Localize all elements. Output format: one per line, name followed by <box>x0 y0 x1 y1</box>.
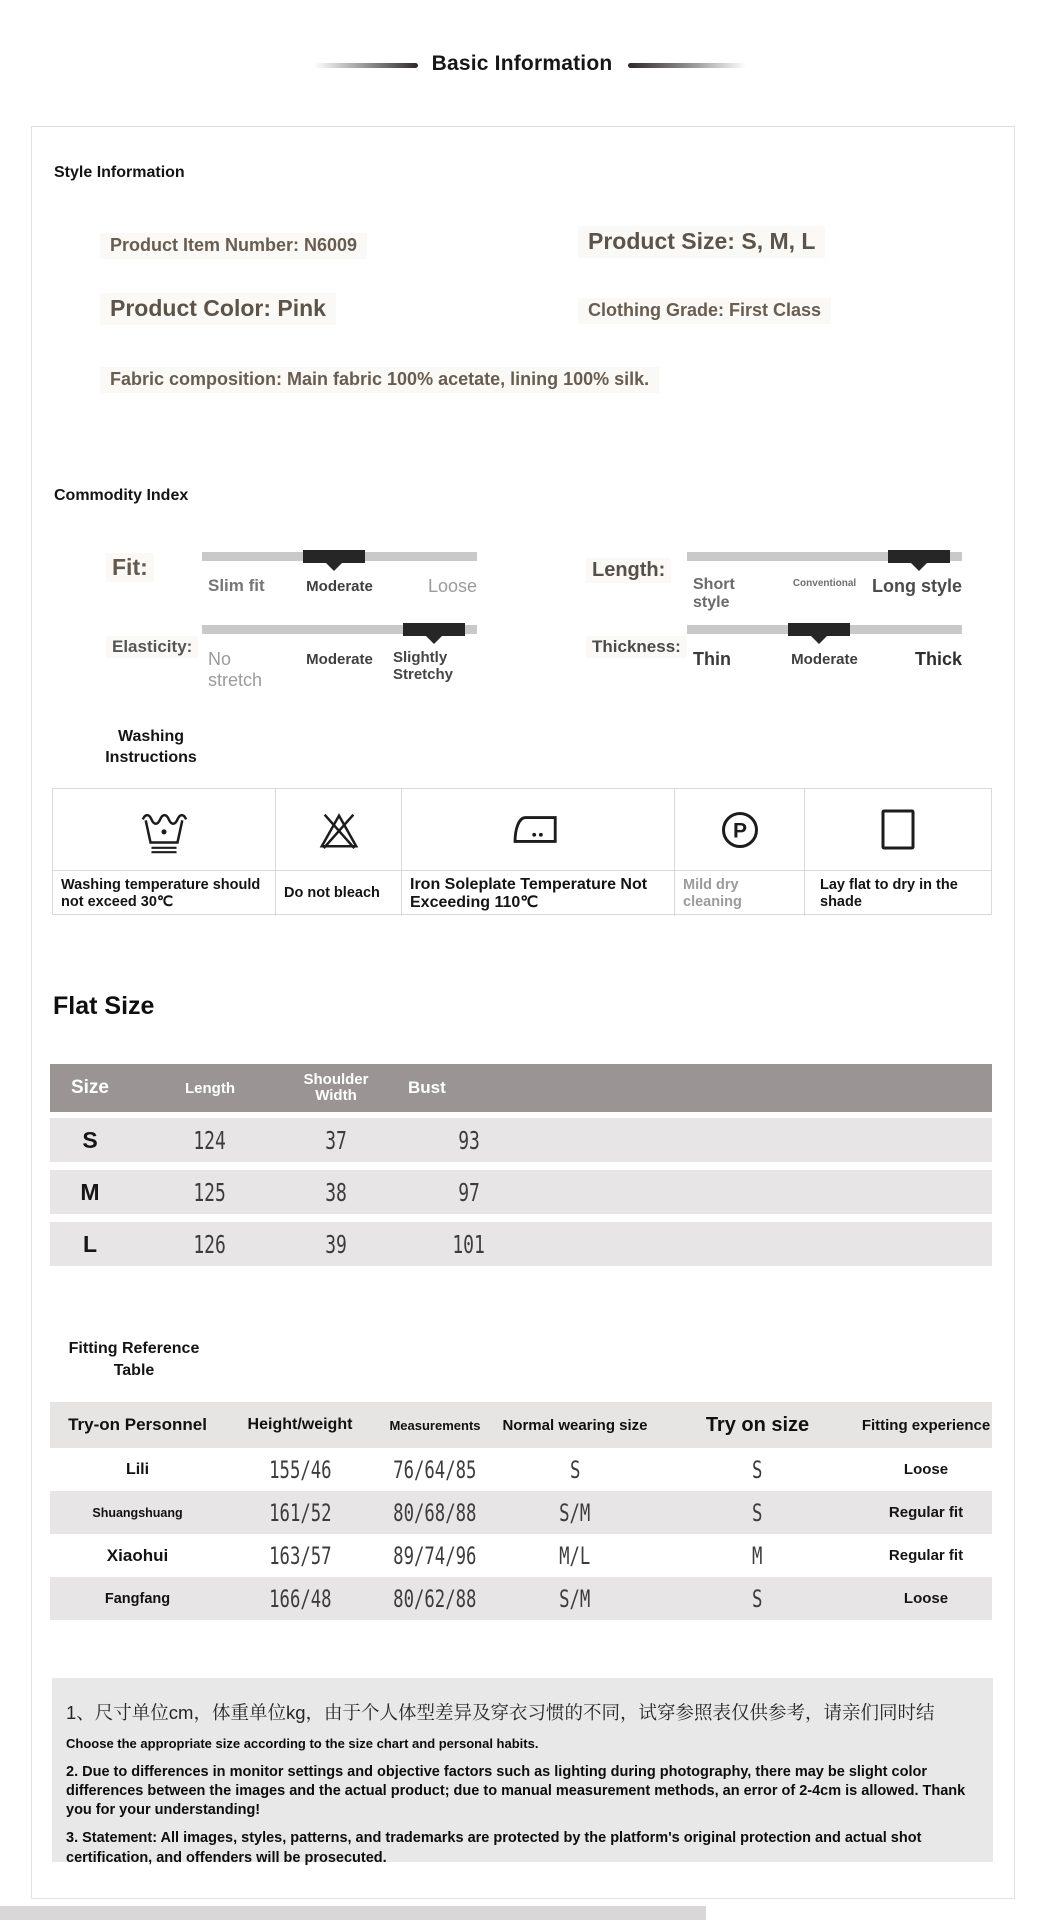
flat-col-size: Size <box>70 1077 110 1098</box>
flat-size-table-header <box>50 1064 992 1112</box>
length-slider-label: Length: <box>586 558 671 583</box>
thickness-option-moderate: Moderate <box>791 651 858 668</box>
product-size: Product Size: S, M, L <box>578 226 825 258</box>
elasticity-option-moderate: Moderate <box>306 651 373 668</box>
bottom-divider-strip <box>0 1906 706 1920</box>
fit-col-measurements: Measurements <box>389 1417 481 1433</box>
fitting-reference-heading: Fitting Reference Table <box>68 1340 200 1380</box>
style-information-heading: Style Information <box>54 164 185 181</box>
fit-option-moderate: Moderate <box>306 578 373 595</box>
elasticity-slider-track <box>202 625 477 634</box>
length-option-conventional: Conventional <box>792 578 857 589</box>
flat-col-length: Length <box>185 1079 235 1097</box>
thickness-slider-indicator <box>788 623 850 636</box>
flat-col-shoulder: Shoulder Width <box>303 1070 369 1104</box>
elasticity-slider-label: Elasticity: <box>106 636 198 658</box>
title-right-line-decoration <box>628 63 746 68</box>
do-not-bleach-icon <box>276 789 402 871</box>
fit-col-height-weight: Height/weight <box>247 1416 353 1433</box>
elasticity-option-slight: Slightly Stretchy <box>393 649 454 684</box>
fit-slider-label: Fit: <box>106 553 154 582</box>
fit-col-personnel: Try-on Personnel <box>68 1415 207 1434</box>
fitting-table-header <box>50 1402 992 1448</box>
table-row: Lili 155/46 76/64/85 S S Loose <box>50 1448 992 1491</box>
length-option-long: Long style <box>871 576 962 596</box>
note-statement: 3. Statement: All images, styles, patterns, and trademarks are protected by the platform's original protection and actual shot certification, and offenders will be prosecuted. <box>66 1830 922 1866</box>
table-row: Shuangshuang 161/52 80/68/88 S/M S Regular fit <box>50 1491 992 1534</box>
table-row: Fangfang 166/48 80/62/88 S/M S Loose <box>50 1577 992 1620</box>
dry-flat-shade-icon <box>805 789 991 871</box>
elasticity-option-none: No stretch <box>208 649 263 690</box>
thickness-option-thin: Thin <box>693 649 731 669</box>
washing-instructions-table <box>52 788 992 915</box>
elasticity-slider-indicator <box>403 623 465 636</box>
fit-option-slim: Slim fit <box>208 576 265 595</box>
thickness-slider-label: Thickness: <box>586 636 687 658</box>
flat-size-heading: Flat Size <box>53 992 155 1020</box>
length-slider-track <box>687 552 962 561</box>
elasticity-slider <box>100 618 490 690</box>
fabric-composition: Fabric composition: Main fabric 100% acetate, lining 100% silk. <box>100 367 659 393</box>
fit-option-loose: Loose <box>427 576 477 596</box>
notes-box <box>52 1678 993 1866</box>
thickness-slider <box>580 618 970 684</box>
mild-dry-clean-label: Mild dry cleaning <box>675 871 805 916</box>
fit-slider <box>100 545 490 611</box>
table-row: Xiaohui 163/57 89/74/96 M/L M Regular fit <box>50 1534 992 1577</box>
note-color-difference: 2. Due to differences in monitor settings and objective factors such as lighting during photography, there may be slight color differences between the images and the actual product; due to manual measurement methods, an error of 2-4cm is allowed. Thank you for your understanding! <box>66 1764 966 1819</box>
length-slider <box>580 545 970 611</box>
table-row: M 125 38 97 <box>50 1170 992 1214</box>
commodity-index-heading: Commodity Index <box>54 487 189 504</box>
page-title: Basic Information <box>431 52 613 75</box>
wash-30-icon <box>53 789 276 871</box>
iron-max-110-label: Iron Soleplate Temperature Not Exceeding 110℃ <box>402 871 675 916</box>
fit-col-normal-size: Normal wearing size <box>502 1416 648 1434</box>
length-option-short: Short style <box>693 576 735 612</box>
flat-col-bust: Bust <box>408 1078 446 1097</box>
product-color: Product Color: Pink <box>100 293 336 325</box>
fit-slider-indicator <box>303 550 365 563</box>
table-row: L 126 39 101 <box>50 1222 992 1266</box>
wash-30-label: Washing temperature should not exceed 30℃ <box>53 871 276 916</box>
fit-col-experience: Fitting experience <box>861 1416 991 1434</box>
mild-dry-clean-icon <box>675 789 805 871</box>
do-not-bleach-label: Do not bleach <box>276 871 402 916</box>
clothing-grade: Clothing Grade: First Class <box>578 298 831 324</box>
length-slider-indicator <box>888 550 950 563</box>
dry-flat-shade-label: Lay flat to dry in the shade <box>820 877 958 910</box>
fit-slider-track <box>202 552 477 561</box>
product-item-number: Product Item Number: N6009 <box>100 233 367 259</box>
fit-col-try-on-size: Try on size <box>705 1413 810 1436</box>
thickness-option-thick: Thick <box>914 649 962 669</box>
washing-instructions-heading: Washing Instructions <box>105 728 197 766</box>
note-chinese: 1、尺寸单位cm，体重单位kg，由于个人体型差异及穿衣习惯的不同，试穿参照表仅供参考，请亲们同时结 <box>66 1702 935 1723</box>
table-row: S 124 37 93 <box>50 1118 992 1162</box>
thickness-slider-track <box>687 625 962 634</box>
svg-text:P: P <box>732 819 747 842</box>
note-size-advice: Choose the appropriate size according to the size chart and personal habits. <box>66 1736 539 1751</box>
iron-max-110-icon <box>402 789 675 871</box>
